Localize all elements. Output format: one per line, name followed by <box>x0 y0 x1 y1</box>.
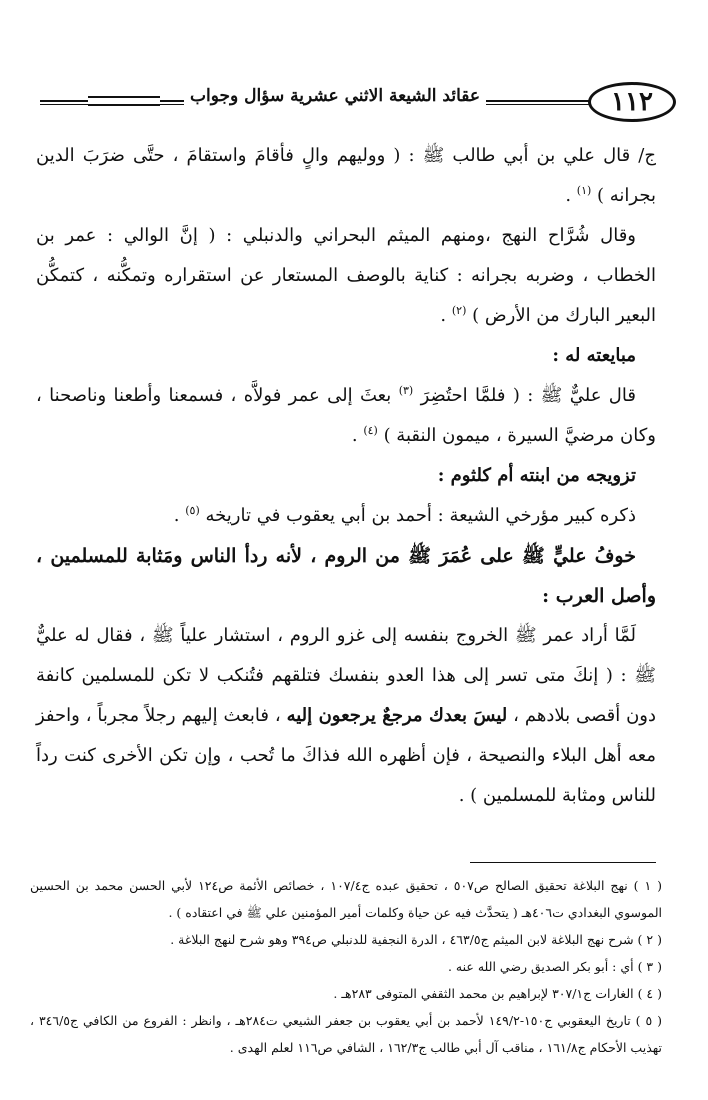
footnote-4: ( ٤ ) الغارات ج٣٠٧/١ لإبراهيم بن محمد الثقفي المتوفى ٢٨٣هـ . <box>333 986 662 1001</box>
footnote-2: ( ٢ ) شرح نهج البلاغة لابن الميثم ج٤٦٣/٥ ، الدرة النجفية للدنبلي ص٣٩٤ وهو شرح لنهج البلاغة . <box>170 932 662 947</box>
running-title: عقائد الشيعة الاثني عشرية سؤال وجواب <box>184 86 486 106</box>
heading-allegiance: مبايعته له : <box>552 345 636 366</box>
emphasis-text: ليسَ بعدك مرجعٌ يرجعون إليه <box>286 705 508 726</box>
footnote-3: ( ٣ ) أي : أبو بكر الصديق رضي الله عنه . <box>447 959 662 974</box>
footnote-ref-1: (١) <box>576 184 592 197</box>
footnote-1: ( ١ ) نهج البلاغة تحقيق الصالح ص٥٠٧ ، تحقيق عبده ج١٠٧/٤ ، خصائص الأئمة ص١٢٤ لأبي الحسن محمد بن الحسين الموسوي البغدادي ت٤٠٦هـ ( يتحدَّث فيه عن حياة وكلمات أمير المؤمنين علي ﷺ في اعتقاده ) . <box>30 878 663 920</box>
paragraph-2: وقال شُرَّاح النهج ،ومنهم الميثم البحراني والدنبلي : ( إنَّ الوالي : عمر بن الخطاب ، وضربه بجرانه : كناية بالوصف المستعار عن استقراره وتمكُّنه ، كتمكُّن البعير البارك من الأرض ) $^{(٢)}$ . <box>36 225 656 326</box>
paragraph-4: ذكره كبير مؤرخي الشيعة : أحمد بن أبي يعقوب في تاريخه $^{(٥)}$ . <box>173 504 636 526</box>
heading-fear: خوفُ عليٍّ ﷺ على عُمَرَ ﷺ من الروم ، لأنه ردأ الناس ومَثابة للمسلمين ، وأصل العرب : <box>36 545 656 607</box>
page-number: ١١٢ <box>588 82 676 122</box>
footnote-ref-4: (٤) <box>363 424 378 437</box>
paragraph-5: لَمَّا أراد عمر ﷺ الخروج بنفسه إلى غزو الروم ، استشار علياً ﷺ ، فقال له عليٌّ ﷺ : ( إنكَ متى تسر إلى هذا العدو بنفسك فتلقهم فتُنكب لا تكن للمسلمين كانفة دون أقصى بلادهم ، ليسَ بعدك مرجعٌ يرجعون إليه ، فابعث إليهم رجلاً مجرباً ، واحفز معه أهل البلاء والنصيحة ، فإن أظهره الله فذاكَ ما تُحب ، وإن تكن الأخرى كنت رداً للناس ومثابة للمسلمين ) . <box>36 625 657 806</box>
footnote-5: ( ٥ ) تاريخ اليعقوبي ج١٥٠-١٤٩/٢ لأحمد بن أبي يعقوب بن جعفر الشيعي ت٢٨٤هـ ، وانظر : الفروع من الكافي ج٣٤٦/٥ ، تهذيب الأحكام ج١٦١/٨ ، مناقب آل أبي طالب ج١٦٢/٣ ، الشافي ص١١٦ لعلم الهدى . <box>30 1013 662 1055</box>
page-header <box>40 78 676 122</box>
footnote-separator <box>470 862 656 863</box>
body-text <box>36 136 656 816</box>
heading-marriage: تزويجه من ابنته أم كلثوم : <box>437 465 636 486</box>
footnote-ref-5: (٥) <box>185 504 200 517</box>
paragraph-3: قال عليٌّ ﷺ : ( فلمَّا احتُضِرَ $^{(٣)}$ بعثَ إلى عمر فولاَّه ، فسمعنا وأطعنا وناصحنا ، وكان مرضيَّ السيرة ، ميمون النقبة ) $^{(٤)}$ . <box>36 384 656 446</box>
footnotes <box>30 872 662 1061</box>
header-ornament <box>88 96 160 106</box>
footnote-ref-3: (٣) <box>398 384 414 397</box>
paragraph-1: ج/ قال علي بن أبي طالب ﷺ : ( ووليهم والٍ فأقامَ واستقامَ ، حتَّى ضرَبَ الدين بجرانه ) $^{(١)}$ . <box>36 145 656 206</box>
footnote-ref-2: (٢) <box>451 304 467 317</box>
